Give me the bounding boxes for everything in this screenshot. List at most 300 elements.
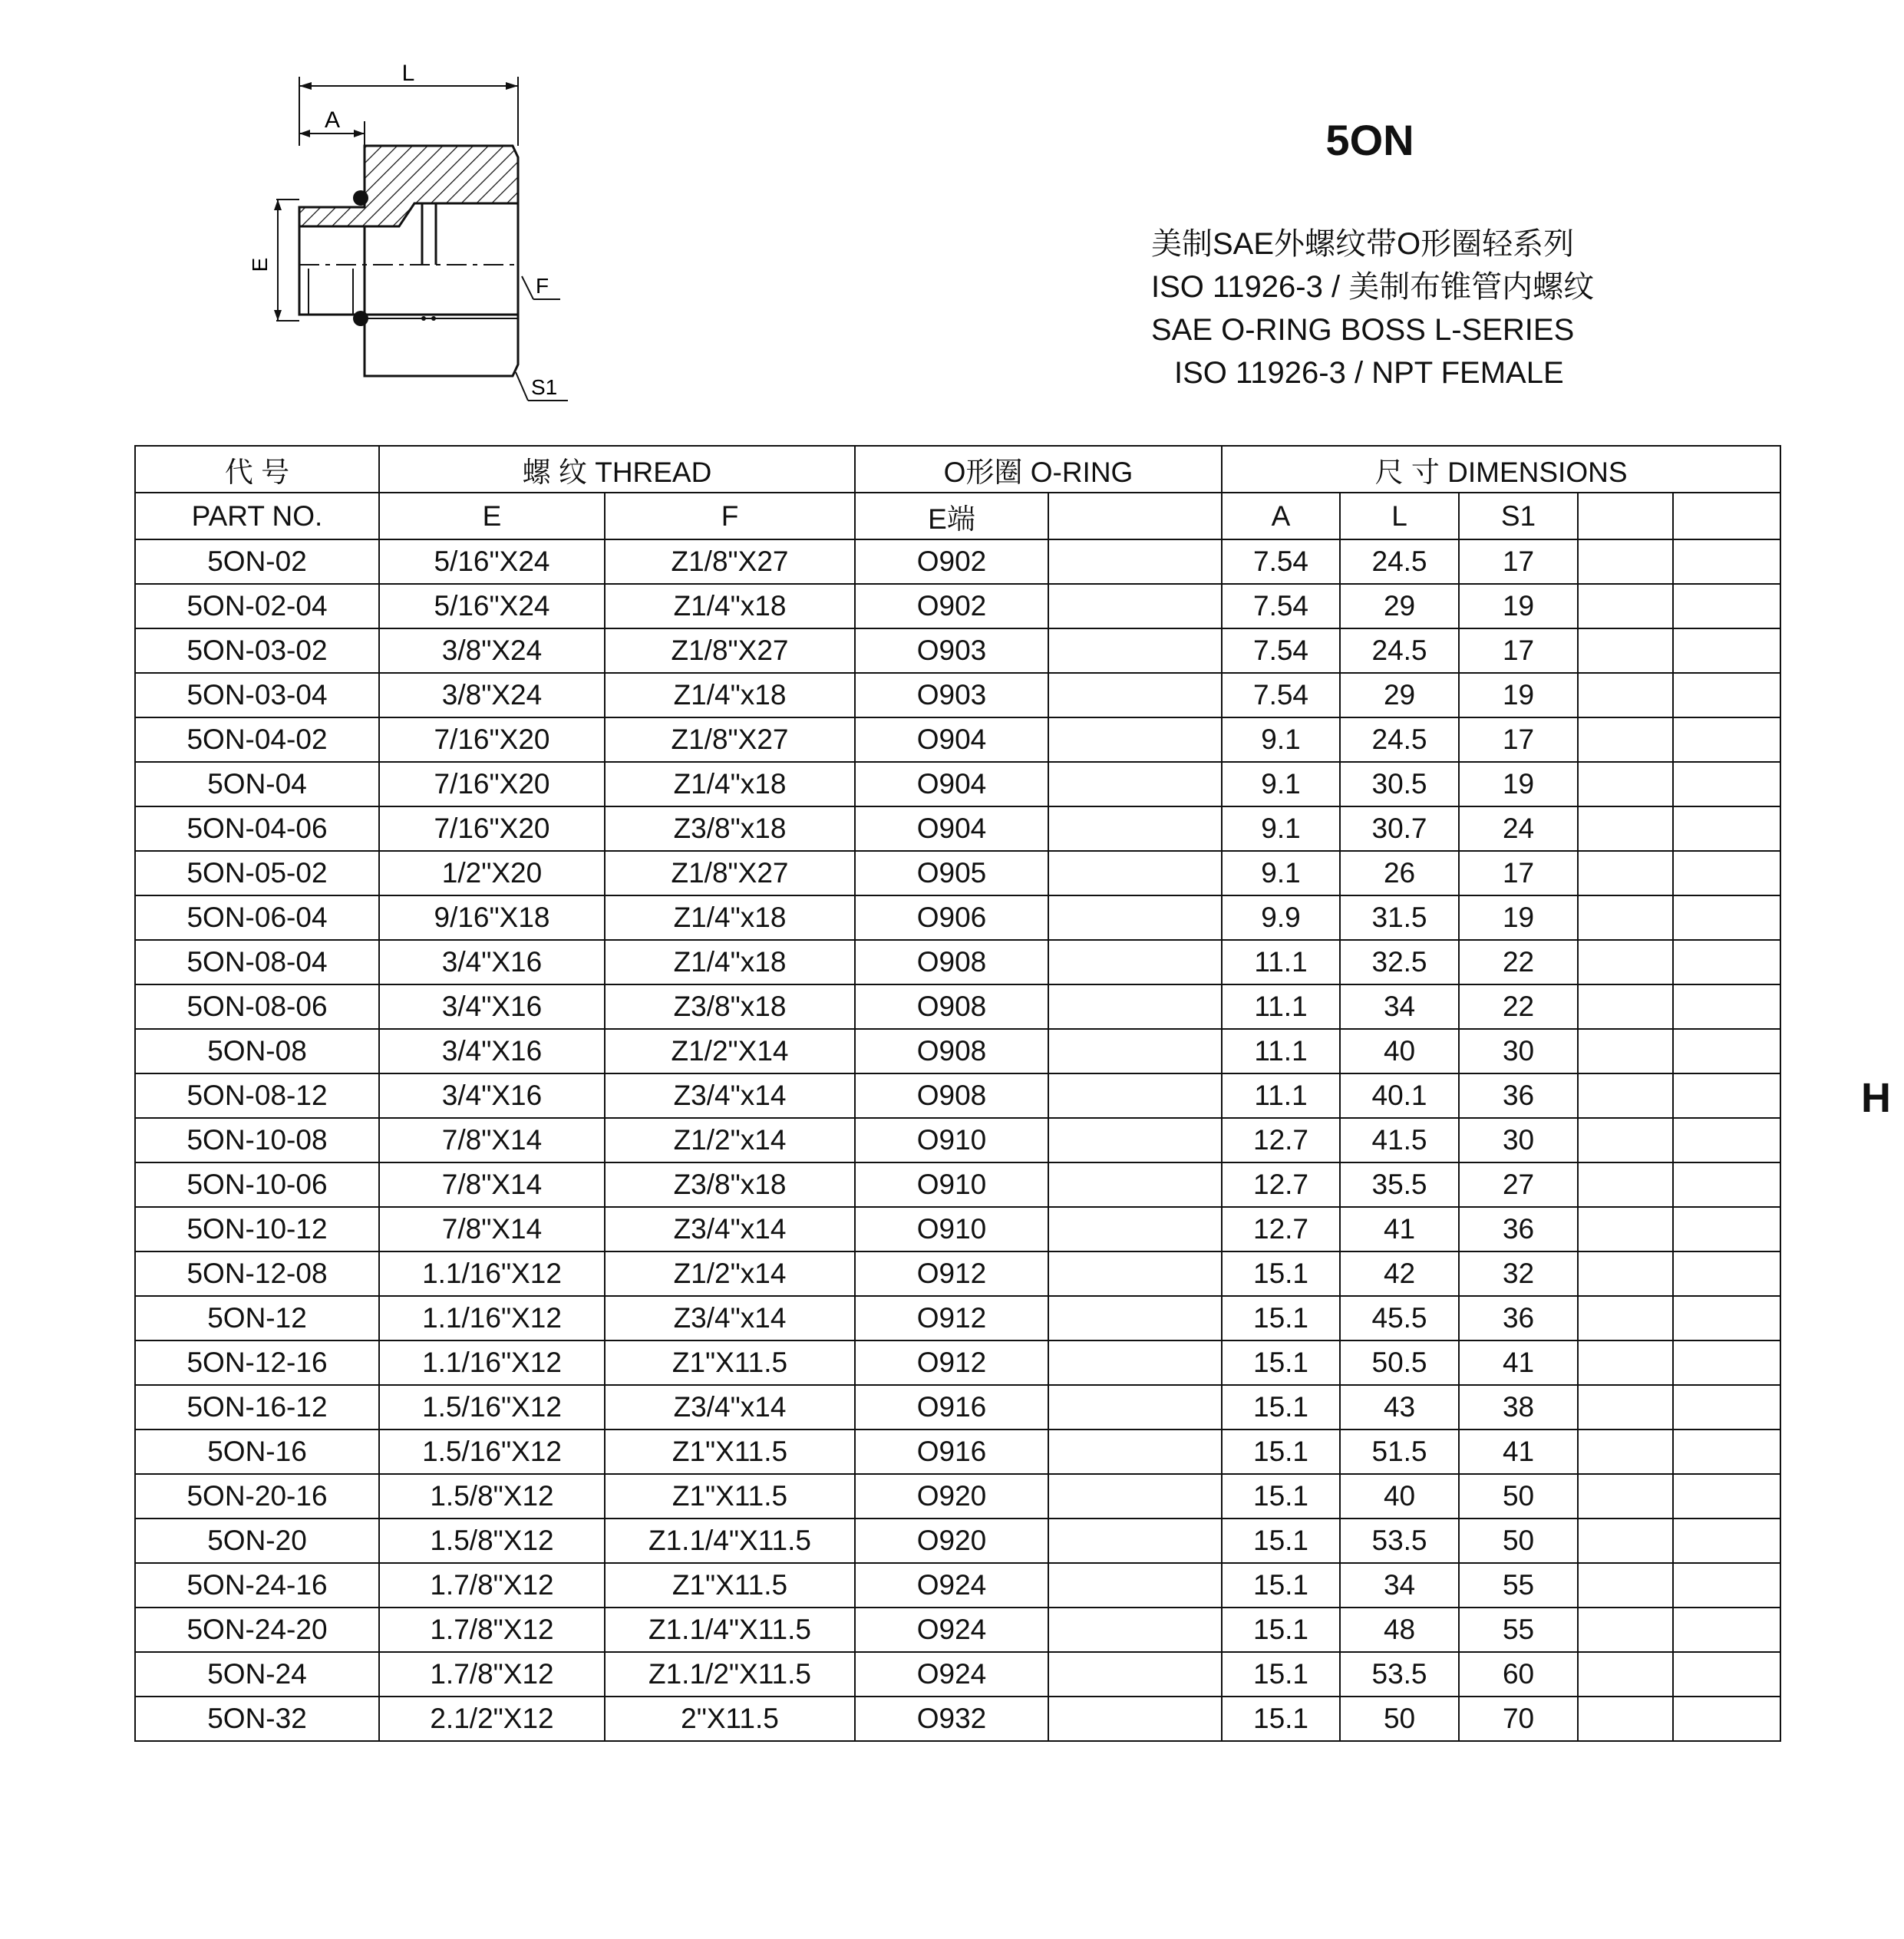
subheader-f: F [605, 493, 855, 539]
cell-oring-blank [1048, 1430, 1222, 1474]
cell-thread-e: 3/8"X24 [379, 673, 605, 717]
cell-dim-l: 30.5 [1340, 762, 1459, 806]
cell-part-no: 5ON-04-02 [135, 717, 379, 762]
cell-dim-a: 7.54 [1222, 584, 1340, 628]
cell-part-no: 5ON-12-16 [135, 1340, 379, 1385]
cell-dim-l: 24.5 [1340, 717, 1459, 762]
cell-oring-blank [1048, 1162, 1222, 1207]
cell-oring-blank [1048, 1118, 1222, 1162]
cell-dim-blank-2 [1673, 1697, 1780, 1741]
cell-dim-l: 24.5 [1340, 628, 1459, 673]
cell-dim-s1: 19 [1459, 584, 1578, 628]
cell-dim-blank-2 [1673, 1296, 1780, 1340]
table-row [135, 1296, 1780, 1340]
cell-dim-a: 15.1 [1222, 1430, 1340, 1474]
diagram-label-e: E [248, 257, 272, 272]
cell-dim-a: 9.1 [1222, 851, 1340, 895]
cell-dim-l: 40 [1340, 1029, 1459, 1073]
cell-thread-e: 1/2"X20 [379, 851, 605, 895]
section-letter: H [1861, 1075, 1891, 1121]
header-dimensions: 尺 寸 DIMENSIONS [1222, 446, 1780, 493]
cell-thread-f: Z1.1/4"X11.5 [605, 1608, 855, 1652]
cell-dim-blank [1578, 895, 1673, 940]
cell-dim-blank [1578, 628, 1673, 673]
cell-dim-a: 15.1 [1222, 1340, 1340, 1385]
cell-dim-s1: 70 [1459, 1697, 1578, 1741]
header-oring: O形圈 O-RING [855, 446, 1222, 493]
cell-oring-e: O920 [855, 1519, 1048, 1563]
cell-thread-e: 3/8"X24 [379, 628, 605, 673]
cell-dim-a: 15.1 [1222, 1563, 1340, 1608]
cell-oring-e: O916 [855, 1430, 1048, 1474]
table-row [135, 940, 1780, 984]
table-row [135, 717, 1780, 762]
cell-thread-f: Z1/4"x18 [605, 762, 855, 806]
cell-oring-blank [1048, 1608, 1222, 1652]
diagram-label-f: F [536, 274, 549, 298]
table-row [135, 1162, 1780, 1207]
cell-dim-l: 31.5 [1340, 895, 1459, 940]
cell-dim-s1: 22 [1459, 984, 1578, 1029]
cell-dim-a: 15.1 [1222, 1251, 1340, 1296]
cell-dim-s1: 50 [1459, 1519, 1578, 1563]
cell-dim-a: 7.54 [1222, 673, 1340, 717]
cell-dim-blank [1578, 806, 1673, 851]
cell-dim-s1: 17 [1459, 717, 1578, 762]
cell-dim-blank [1578, 1029, 1673, 1073]
cell-oring-blank [1048, 673, 1222, 717]
cell-dim-s1: 38 [1459, 1385, 1578, 1430]
cell-dim-blank [1578, 984, 1673, 1029]
cell-dim-a: 15.1 [1222, 1608, 1340, 1652]
cell-thread-e: 3/4"X16 [379, 1029, 605, 1073]
cell-oring-e: O924 [855, 1608, 1048, 1652]
cell-oring-e: O916 [855, 1385, 1048, 1430]
cell-part-no: 5ON-10-12 [135, 1207, 379, 1251]
cell-thread-e: 1.7/8"X12 [379, 1652, 605, 1697]
cell-thread-f: Z3/8"x18 [605, 806, 855, 851]
cell-dim-s1: 17 [1459, 628, 1578, 673]
cell-thread-f: Z1/8"X27 [605, 851, 855, 895]
cell-dim-l: 32.5 [1340, 940, 1459, 984]
cell-part-no: 5ON-20 [135, 1519, 379, 1563]
cell-thread-e: 1.1/16"X12 [379, 1340, 605, 1385]
cell-thread-f: Z1/4"x18 [605, 673, 855, 717]
cell-thread-f: Z3/4"x14 [605, 1207, 855, 1251]
cell-dim-l: 30.7 [1340, 806, 1459, 851]
subheader-e-end: E端 [855, 493, 1048, 539]
cell-dim-blank [1578, 1385, 1673, 1430]
cell-dim-s1: 41 [1459, 1340, 1578, 1385]
cell-oring-blank [1048, 1697, 1222, 1741]
table-row [135, 1652, 1780, 1697]
cell-dim-blank-2 [1673, 984, 1780, 1029]
cell-dim-a: 12.7 [1222, 1207, 1340, 1251]
cell-dim-a: 15.1 [1222, 1474, 1340, 1519]
cell-oring-e: O924 [855, 1563, 1048, 1608]
cell-oring-blank [1048, 851, 1222, 895]
cell-thread-f: Z1/4"x18 [605, 940, 855, 984]
cell-dim-blank [1578, 1340, 1673, 1385]
cell-oring-blank [1048, 1340, 1222, 1385]
cell-dim-s1: 32 [1459, 1251, 1578, 1296]
cell-thread-f: Z3/4"x14 [605, 1073, 855, 1118]
cell-dim-s1: 19 [1459, 673, 1578, 717]
header-part: 代 号 [135, 446, 379, 493]
table-row [135, 1608, 1780, 1652]
cell-oring-e: O902 [855, 584, 1048, 628]
cell-part-no: 5ON-08-04 [135, 940, 379, 984]
cell-thread-e: 5/16"X24 [379, 584, 605, 628]
cell-dim-l: 50 [1340, 1697, 1459, 1741]
cell-oring-blank [1048, 1296, 1222, 1340]
cell-dim-l: 48 [1340, 1608, 1459, 1652]
cell-dim-a: 11.1 [1222, 1073, 1340, 1118]
cell-thread-e: 7/8"X14 [379, 1162, 605, 1207]
cell-dim-a: 12.7 [1222, 1118, 1340, 1162]
cell-dim-blank [1578, 717, 1673, 762]
cell-oring-blank [1048, 1207, 1222, 1251]
cell-dim-s1: 17 [1459, 539, 1578, 584]
cell-thread-f: Z1"X11.5 [605, 1430, 855, 1474]
cell-part-no: 5ON-10-08 [135, 1118, 379, 1162]
cell-thread-e: 3/4"X16 [379, 984, 605, 1029]
cell-part-no: 5ON-08-12 [135, 1073, 379, 1118]
cell-oring-e: O902 [855, 539, 1048, 584]
cell-dim-blank [1578, 1207, 1673, 1251]
cell-part-no: 5ON-24-20 [135, 1608, 379, 1652]
cell-dim-l: 24.5 [1340, 539, 1459, 584]
table-row [135, 1251, 1780, 1296]
subheader-blank [1578, 493, 1673, 539]
cell-dim-blank [1578, 1296, 1673, 1340]
cell-dim-blank-2 [1673, 1073, 1780, 1118]
cell-oring-e: O904 [855, 762, 1048, 806]
cell-oring-e: O910 [855, 1162, 1048, 1207]
cell-oring-blank [1048, 1652, 1222, 1697]
table-body [135, 539, 1780, 1741]
table-row [135, 584, 1780, 628]
cell-thread-f: Z3/4"x14 [605, 1385, 855, 1430]
cell-dim-a: 15.1 [1222, 1697, 1340, 1741]
cell-dim-blank-2 [1673, 851, 1780, 895]
cell-dim-s1: 30 [1459, 1118, 1578, 1162]
cell-thread-f: Z1/2"X14 [605, 1029, 855, 1073]
cell-thread-e: 5/16"X24 [379, 539, 605, 584]
cell-thread-f: Z1/4"x18 [605, 895, 855, 940]
cell-dim-s1: 55 [1459, 1563, 1578, 1608]
cell-thread-e: 1.5/16"X12 [379, 1430, 605, 1474]
subheader-e: E [379, 493, 605, 539]
cell-dim-l: 41 [1340, 1207, 1459, 1251]
cell-oring-blank [1048, 1519, 1222, 1563]
cell-part-no: 5ON-02 [135, 539, 379, 584]
cell-part-no: 5ON-06-04 [135, 895, 379, 940]
cell-oring-blank [1048, 1251, 1222, 1296]
header-thread: 螺 纹 THREAD [379, 446, 855, 493]
table-row [135, 1207, 1780, 1251]
table-row [135, 539, 1780, 584]
cell-part-no: 5ON-24 [135, 1652, 379, 1697]
table-row [135, 1385, 1780, 1430]
cell-oring-e: O904 [855, 806, 1048, 851]
cell-part-no: 5ON-20-16 [135, 1474, 379, 1519]
cell-part-no: 5ON-08-06 [135, 984, 379, 1029]
cell-oring-e: O903 [855, 628, 1048, 673]
cell-thread-e: 1.5/8"X12 [379, 1519, 605, 1563]
table-row [135, 895, 1780, 940]
cell-oring-blank [1048, 895, 1222, 940]
cell-thread-e: 3/4"X16 [379, 940, 605, 984]
cell-dim-blank [1578, 1563, 1673, 1608]
cell-oring-blank [1048, 806, 1222, 851]
cell-part-no: 5ON-16 [135, 1430, 379, 1474]
cell-dim-s1: 22 [1459, 940, 1578, 984]
product-code: 5ON [1325, 116, 1414, 164]
cell-dim-l: 35.5 [1340, 1162, 1459, 1207]
cell-oring-e: O908 [855, 984, 1048, 1029]
cell-oring-e: O903 [855, 673, 1048, 717]
cell-oring-blank [1048, 1029, 1222, 1073]
cell-dim-l: 34 [1340, 984, 1459, 1029]
cell-dim-blank-2 [1673, 806, 1780, 851]
cell-thread-e: 7/8"X14 [379, 1118, 605, 1162]
table-row [135, 1563, 1780, 1608]
cell-dim-blank-2 [1673, 1385, 1780, 1430]
cell-thread-f: 2"X11.5 [605, 1697, 855, 1741]
cell-dim-blank-2 [1673, 1519, 1780, 1563]
cell-dim-blank-2 [1673, 1608, 1780, 1652]
cell-dim-s1: 55 [1459, 1608, 1578, 1652]
cell-oring-blank [1048, 1474, 1222, 1519]
cell-oring-e: O904 [855, 717, 1048, 762]
cell-part-no: 5ON-04 [135, 762, 379, 806]
cell-dim-a: 11.1 [1222, 984, 1340, 1029]
cell-part-no: 5ON-12 [135, 1296, 379, 1340]
cell-oring-e: O906 [855, 895, 1048, 940]
cell-dim-blank [1578, 1162, 1673, 1207]
cell-dim-s1: 30 [1459, 1029, 1578, 1073]
cell-dim-a: 7.54 [1222, 539, 1340, 584]
cell-dim-blank-2 [1673, 895, 1780, 940]
cell-dim-l: 53.5 [1340, 1519, 1459, 1563]
product-description [1151, 223, 1642, 394]
cell-thread-f: Z1/8"X27 [605, 539, 855, 584]
cell-oring-e: O924 [855, 1652, 1048, 1697]
cell-part-no: 5ON-04-06 [135, 806, 379, 851]
cell-thread-f: Z1"X11.5 [605, 1563, 855, 1608]
table-row [135, 1697, 1780, 1741]
cell-dim-a: 9.1 [1222, 806, 1340, 851]
cell-part-no: 5ON-08 [135, 1029, 379, 1073]
cell-part-no: 5ON-05-02 [135, 851, 379, 895]
cell-thread-e: 7/8"X14 [379, 1207, 605, 1251]
cell-dim-s1: 50 [1459, 1474, 1578, 1519]
cell-thread-e: 9/16"X18 [379, 895, 605, 940]
cell-dim-blank-2 [1673, 1430, 1780, 1474]
diagram-label-a: A [324, 107, 341, 133]
cell-dim-blank [1578, 584, 1673, 628]
cell-part-no: 5ON-24-16 [135, 1563, 379, 1608]
cell-thread-f: Z3/4"x14 [605, 1296, 855, 1340]
cell-thread-f: Z3/8"x18 [605, 1162, 855, 1207]
description-line-cn-2: ISO 11926-3 / 美制布锥管内螺纹 [1151, 270, 1595, 304]
cell-dim-blank [1578, 1519, 1673, 1563]
subheader-blank [1048, 493, 1222, 539]
cell-part-no: 5ON-12-08 [135, 1251, 379, 1296]
cell-dim-l: 34 [1340, 1563, 1459, 1608]
cell-oring-blank [1048, 762, 1222, 806]
cell-dim-a: 7.54 [1222, 628, 1340, 673]
cell-oring-blank [1048, 1385, 1222, 1430]
cell-dim-blank [1578, 539, 1673, 584]
cell-dim-blank-2 [1673, 1207, 1780, 1251]
cell-oring-e: O908 [855, 1029, 1048, 1073]
cell-dim-blank [1578, 762, 1673, 806]
cell-dim-blank-2 [1673, 628, 1780, 673]
cell-oring-blank [1048, 584, 1222, 628]
cell-thread-e: 1.5/8"X12 [379, 1474, 605, 1519]
cell-dim-blank [1578, 1430, 1673, 1474]
description-line-en: SAE O-RING BOSS L-SERIES [1151, 313, 1575, 347]
cell-dim-a: 15.1 [1222, 1652, 1340, 1697]
cell-part-no: 5ON-32 [135, 1697, 379, 1741]
subheader-part-no: PART NO. [135, 493, 379, 539]
spec-table [134, 445, 1781, 1742]
cell-thread-f: Z3/8"x18 [605, 984, 855, 1029]
table-row [135, 1519, 1780, 1563]
cell-thread-e: 1.5/16"X12 [379, 1385, 605, 1430]
cell-oring-blank [1048, 539, 1222, 584]
cell-dim-l: 50.5 [1340, 1340, 1459, 1385]
cell-dim-blank-2 [1673, 717, 1780, 762]
cell-dim-l: 40 [1340, 1474, 1459, 1519]
table-row [135, 806, 1780, 851]
table-row [135, 673, 1780, 717]
cell-oring-blank [1048, 1563, 1222, 1608]
cell-dim-a: 15.1 [1222, 1296, 1340, 1340]
cell-oring-e: O905 [855, 851, 1048, 895]
cell-thread-f: Z1/8"X27 [605, 628, 855, 673]
subheader-s1: S1 [1459, 493, 1578, 539]
cell-thread-e: 1.7/8"X12 [379, 1608, 605, 1652]
cell-dim-blank-2 [1673, 1251, 1780, 1296]
subheader-a: A [1222, 493, 1340, 539]
cell-dim-blank [1578, 1697, 1673, 1741]
cell-oring-e: O910 [855, 1207, 1048, 1251]
cell-dim-l: 29 [1340, 584, 1459, 628]
cell-oring-e: O932 [855, 1697, 1048, 1741]
cell-dim-s1: 36 [1459, 1296, 1578, 1340]
cell-dim-blank [1578, 851, 1673, 895]
cell-dim-a: 11.1 [1222, 940, 1340, 984]
cell-oring-e: O908 [855, 1073, 1048, 1118]
cell-thread-f: Z1/2"x14 [605, 1251, 855, 1296]
cell-oring-e: O912 [855, 1251, 1048, 1296]
diagram-label-l: L [401, 61, 415, 86]
cell-dim-s1: 19 [1459, 895, 1578, 940]
cell-dim-l: 45.5 [1340, 1296, 1459, 1340]
cell-dim-l: 51.5 [1340, 1430, 1459, 1474]
cell-dim-blank-2 [1673, 762, 1780, 806]
cell-dim-a: 12.7 [1222, 1162, 1340, 1207]
table-row [135, 762, 1780, 806]
cell-dim-s1: 19 [1459, 762, 1578, 806]
cell-dim-a: 9.1 [1222, 717, 1340, 762]
cell-dim-l: 43 [1340, 1385, 1459, 1430]
cell-dim-l: 26 [1340, 851, 1459, 895]
cell-oring-blank [1048, 628, 1222, 673]
cell-dim-l: 29 [1340, 673, 1459, 717]
cell-dim-l: 42 [1340, 1251, 1459, 1296]
cell-dim-l: 53.5 [1340, 1652, 1459, 1697]
cell-dim-blank-2 [1673, 539, 1780, 584]
cell-oring-blank [1048, 717, 1222, 762]
fitting-diagram [246, 54, 583, 414]
cell-dim-s1: 36 [1459, 1207, 1578, 1251]
cell-dim-blank [1578, 1652, 1673, 1697]
cell-thread-f: Z1/8"X27 [605, 717, 855, 762]
cell-thread-f: Z1.1/4"X11.5 [605, 1519, 855, 1563]
cell-dim-s1: 17 [1459, 851, 1578, 895]
subheader-l: L [1340, 493, 1459, 539]
diagram-label-s1: S1 [531, 375, 558, 399]
cell-part-no: 5ON-10-06 [135, 1162, 379, 1207]
table-row [135, 628, 1780, 673]
cell-dim-s1: 27 [1459, 1162, 1578, 1207]
cell-dim-blank [1578, 1608, 1673, 1652]
cell-thread-e: 7/16"X20 [379, 806, 605, 851]
cell-thread-e: 3/4"X16 [379, 1073, 605, 1118]
cell-dim-blank-2 [1673, 673, 1780, 717]
cell-dim-blank-2 [1673, 1029, 1780, 1073]
description-line-en-2: ISO 11926-3 / NPT FEMALE [1174, 356, 1564, 390]
cell-dim-s1: 60 [1459, 1652, 1578, 1697]
cell-dim-blank-2 [1673, 1652, 1780, 1697]
cell-oring-blank [1048, 1073, 1222, 1118]
table-row [135, 851, 1780, 895]
table-row [135, 1430, 1780, 1474]
cell-oring-e: O912 [855, 1296, 1048, 1340]
table-row [135, 1474, 1780, 1519]
table-row [135, 1029, 1780, 1073]
cell-dim-blank-2 [1673, 940, 1780, 984]
cell-dim-a: 11.1 [1222, 1029, 1340, 1073]
cell-part-no: 5ON-03-02 [135, 628, 379, 673]
cell-dim-blank [1578, 1118, 1673, 1162]
cell-thread-e: 7/16"X20 [379, 717, 605, 762]
cell-oring-e: O920 [855, 1474, 1048, 1519]
cell-thread-e: 1.1/16"X12 [379, 1296, 605, 1340]
cell-thread-e: 1.1/16"X12 [379, 1251, 605, 1296]
cell-dim-blank-2 [1673, 584, 1780, 628]
subheader-blank [1673, 493, 1780, 539]
table-row [135, 1118, 1780, 1162]
cell-dim-blank-2 [1673, 1563, 1780, 1608]
cell-oring-blank [1048, 984, 1222, 1029]
cell-dim-blank [1578, 1251, 1673, 1296]
cell-dim-l: 40.1 [1340, 1073, 1459, 1118]
cell-thread-e: 2.1/2"X12 [379, 1697, 605, 1741]
cell-thread-e: 7/16"X20 [379, 762, 605, 806]
cell-dim-a: 15.1 [1222, 1519, 1340, 1563]
cell-oring-e: O912 [855, 1340, 1048, 1385]
cell-thread-e: 1.7/8"X12 [379, 1563, 605, 1608]
cell-dim-a: 9.1 [1222, 762, 1340, 806]
table-row [135, 1073, 1780, 1118]
cell-thread-f: Z1/2"x14 [605, 1118, 855, 1162]
cell-part-no: 5ON-02-04 [135, 584, 379, 628]
